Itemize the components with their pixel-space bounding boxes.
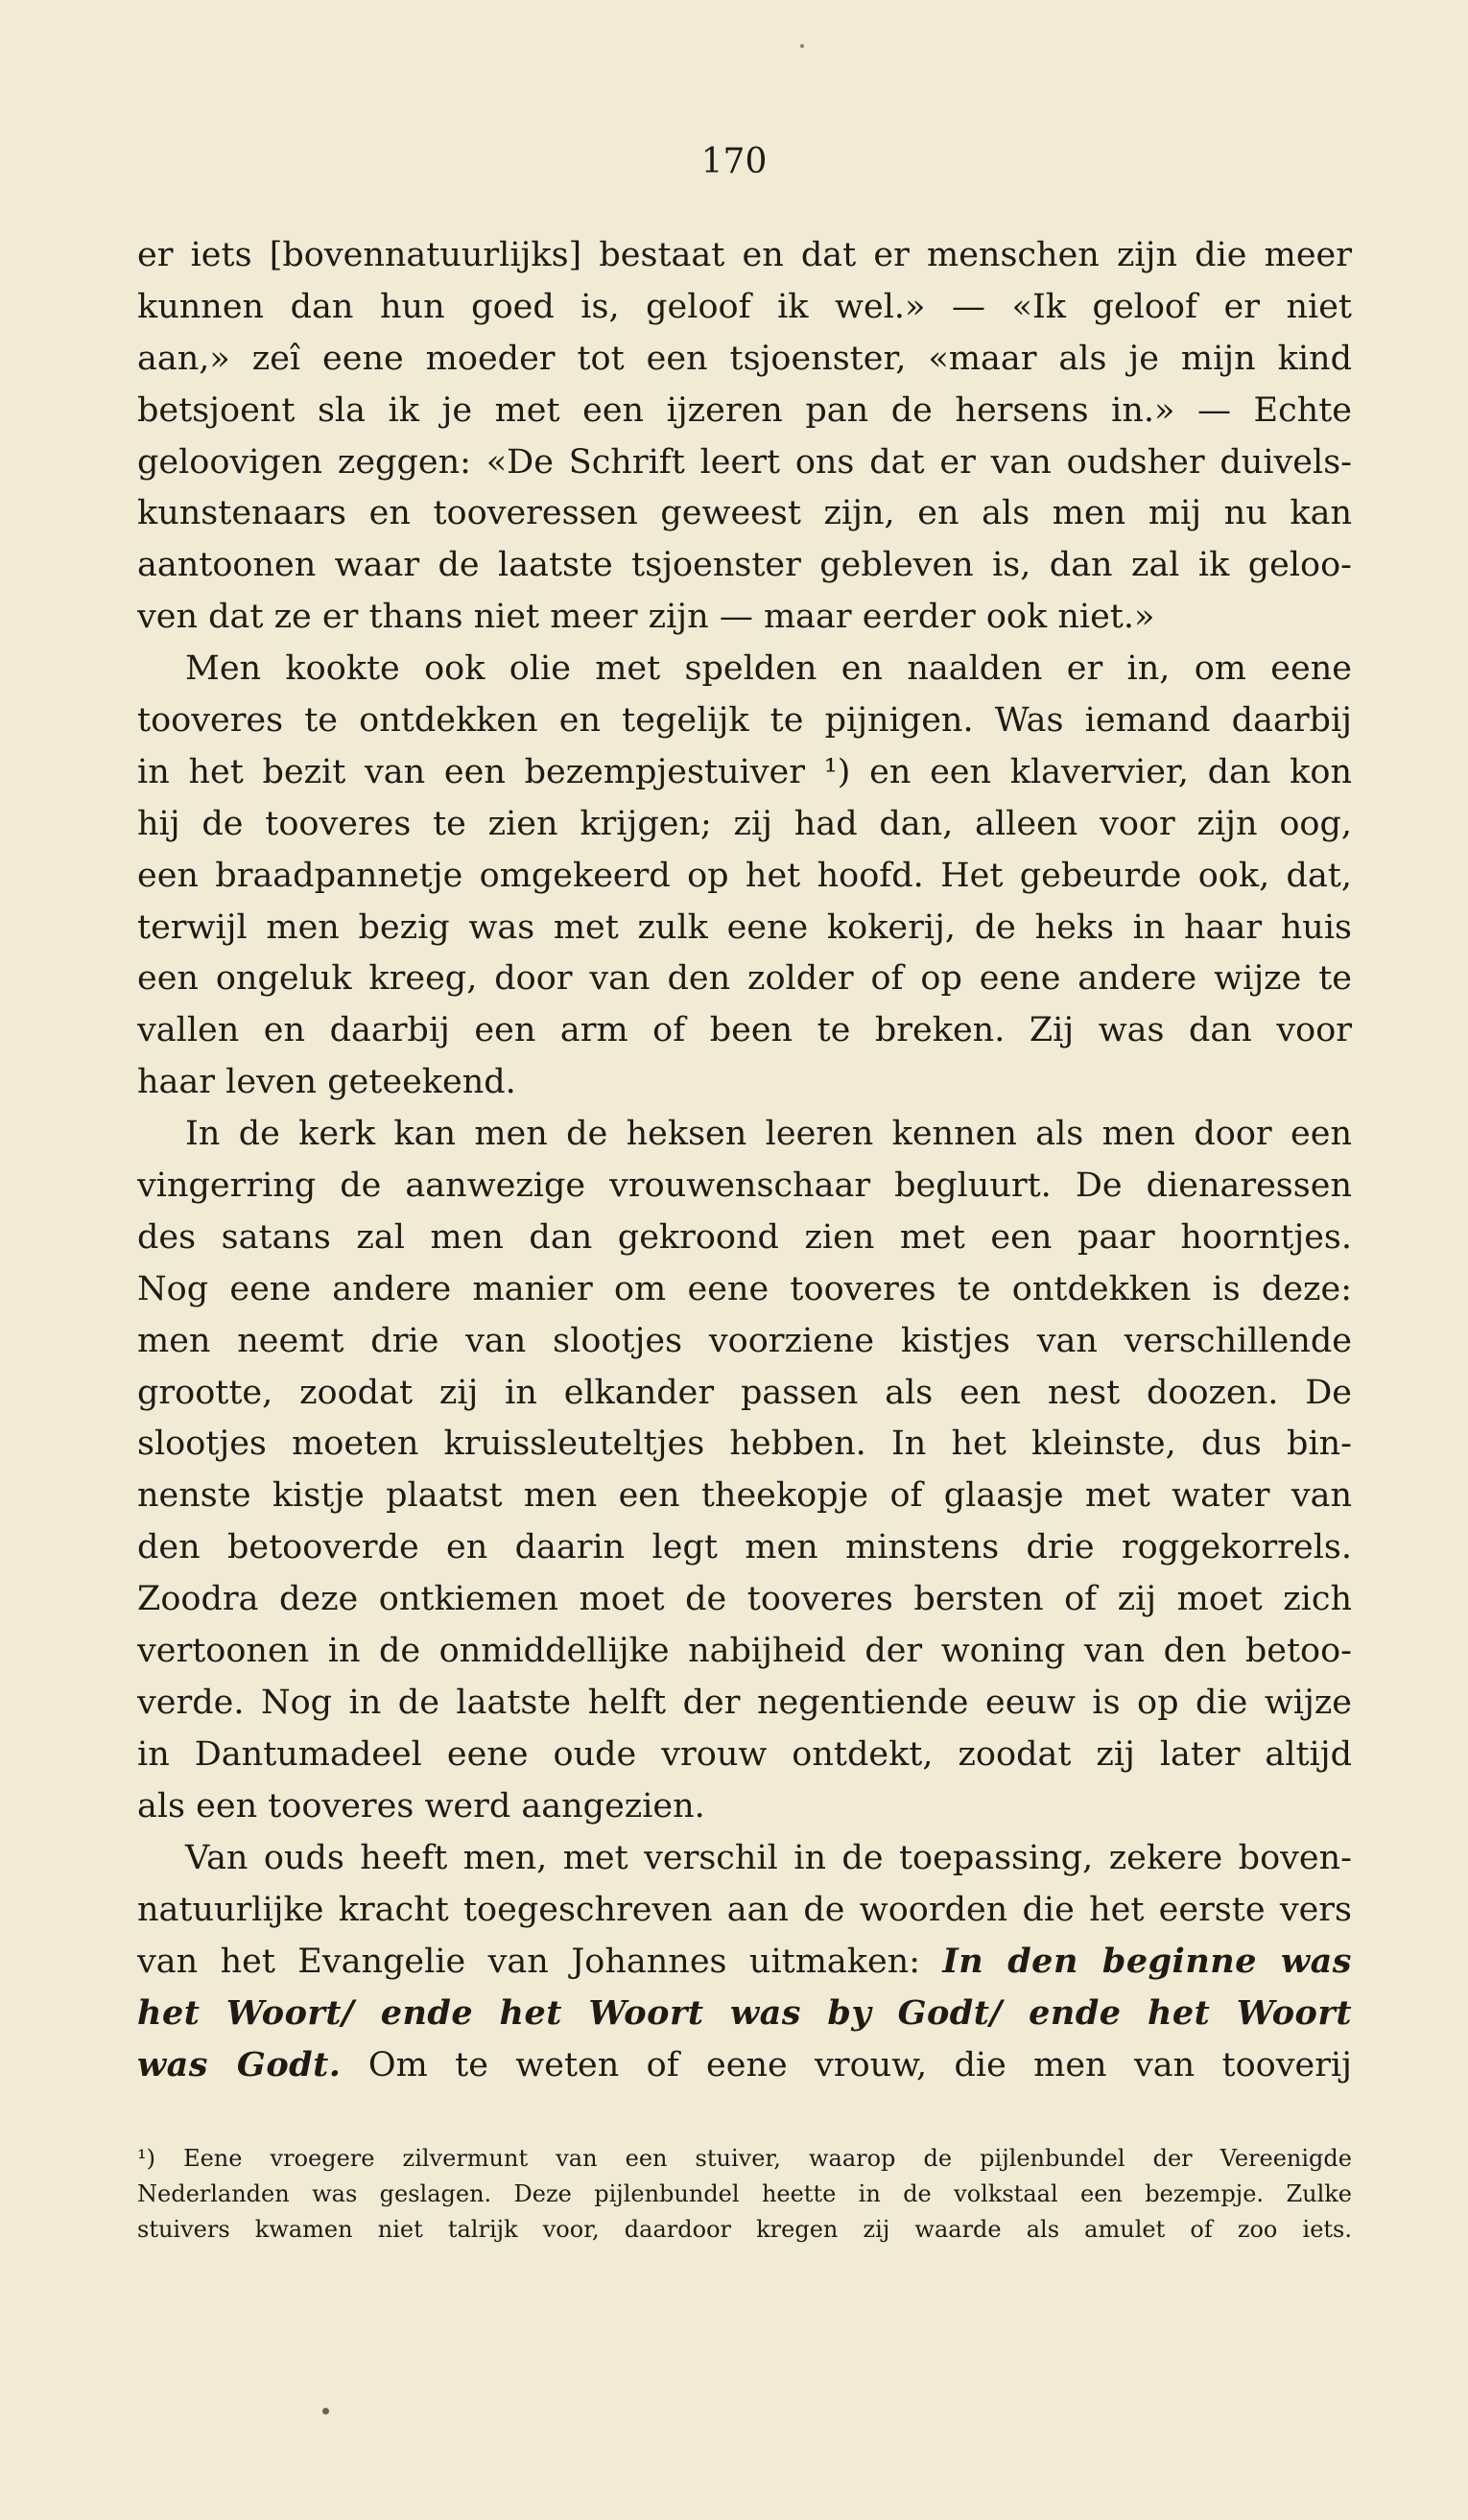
text-line-mixed (137, 1936, 1352, 1988)
page-number: 170 (700, 142, 768, 181)
text-line: vingerring de aanwezige vrouwenschaar begluurt. De dienaressen (137, 1166, 1352, 1206)
text-line: een braadpannetje omgekeerd op het hoofd. Het gebeurde ook, dat, (137, 856, 1352, 895)
text-line: als een tooveres werd aangezien. (137, 1786, 705, 1825)
text-line: in het bezit van een bezempjestuiver ¹) en een klavervier, dan kon (137, 752, 1352, 791)
paragraph-1 (137, 230, 1352, 644)
text-line: haar leven geteekend. (137, 1063, 516, 1102)
text-line: vertoonen in de onmiddellijke nabijheid der woning van den betoo- (137, 1632, 1352, 1671)
ink-mark (322, 2408, 329, 2414)
paragraph-2 (137, 644, 1352, 1109)
plain-text: van het Evangelie van Johannes uitmaken: (137, 1943, 921, 1982)
paragraph-4 (137, 1833, 1352, 2091)
text-line: slootjes moeten kruissleuteltjes hebben. In het kleinste, dus bin- (137, 1425, 1352, 1464)
text-line: den betooverde en daarin legt men minstens drie roggekorrels. (137, 1528, 1352, 1567)
text-line: natuurlijke kracht toegeschreven aan de woorden die het eerste vers (137, 1890, 1352, 1929)
text-line: kunnen dan hun goed is, geloof ik wel.» — «Ik geloof er niet (137, 287, 1352, 326)
text-line: Men kookte ook olie met spelden en naalden er in, om eene (185, 649, 1352, 689)
blackletter-quote: was Godt. (137, 2045, 342, 2085)
text-line: terwijl men bezig was met zulk eene kokerij, de heks in haar huis (137, 907, 1352, 947)
text-line-blackletter (137, 1988, 1352, 2039)
text-line: aan,» zeî eene moeder tot een tsjoenster, «maar als je mijn kind (137, 339, 1352, 378)
text-line: geloovigen zeggen: «De Schrift leert ons dat er van oudsher duivels- (137, 442, 1352, 482)
footnote-line: Nederlanden was geslagen. Deze pijlenbundel heette in de volkstaal een bezempje. Zulke (137, 2180, 1352, 2207)
text-line: des satans zal men dan gekroond zien met een paar hoorntjes. (137, 1217, 1352, 1257)
text-line: in Dantumadeel eene oude vrouw ontdekt, zoodat zij later altijd (137, 1734, 1352, 1774)
paragraph-3 (137, 1109, 1352, 1832)
body-text (137, 230, 1352, 2091)
text-line: tooveres te ontdekken en tegelijk te pijnigen. Was iemand daarbij (137, 701, 1352, 741)
text-line: aantoonen waar de laatste tsjoenster gebleven is, dan zal ik geloo- (137, 546, 1352, 585)
text-line: een ongeluk kreeg, door van den zolder of op eene andere wijze te (137, 959, 1352, 999)
text-line: Nog eene andere manier om eene tooveres te ontdekken is deze: (137, 1269, 1352, 1308)
plain-text: Om te weten of eene vrouw, die men van tooverij (367, 2046, 1352, 2085)
footnote (137, 2141, 1352, 2248)
text-line: In de kerk kan men de heksen leeren kennen als men door een (185, 1115, 1352, 1154)
paper-speck (800, 44, 804, 48)
text-line-mixed (137, 2039, 1352, 2091)
text-line: grootte, zoodat zij in elkander passen als een nest doozen. De (137, 1373, 1352, 1412)
text-line: nenste kistje plaatst men een theekopje of glaasje met water van (137, 1476, 1352, 1516)
text-line: betsjoent sla ik je met een ijzeren pan de hersens in.» — Echte (137, 390, 1352, 430)
text-line: er iets [bovennatuurlijks] bestaat en dat er menschen zijn die meer (137, 236, 1352, 274)
footnote-line: stuivers kwamen niet talrijk voor, daardoor kregen zij waarde als amulet of zoo iets. (137, 2216, 1352, 2243)
text-line: kunstenaars en tooveressen geweest zijn, en als men mij nu kan (137, 494, 1352, 533)
text-line: vallen en daarbij een arm of been te breken. Zij was dan voor (137, 1011, 1352, 1050)
text-line: hij de tooveres te zien krijgen; zij had dan, alleen voor zijn oog, (137, 804, 1352, 843)
text-line: Van ouds heeft men, met verschil in de toepassing, zekere boven- (185, 1838, 1352, 1877)
text-line: men neemt drie van slootjes voorziene kistjes van verschillende (137, 1321, 1352, 1360)
blackletter-quote: het Woort/ ende het Woort was by Godt/ ende het Woort (137, 1993, 1352, 2034)
footnote-line: ¹) Eene vroegere zilvermunt van een stuiver, waarop de pijlenbundel der Vereenigde (137, 2145, 1352, 2172)
text-line: ven dat ze er thans niet meer zijn — maar eerder ook niet.» (137, 598, 1155, 637)
text-line: verde. Nog in de laatste helft der negentiende eeuw is op die wijze (137, 1683, 1352, 1722)
blackletter-quote: In den beginne was (942, 1942, 1352, 1982)
text-line: Zoodra deze ontkiemen moet de tooveres bersten of zij moet zich (137, 1580, 1352, 1619)
